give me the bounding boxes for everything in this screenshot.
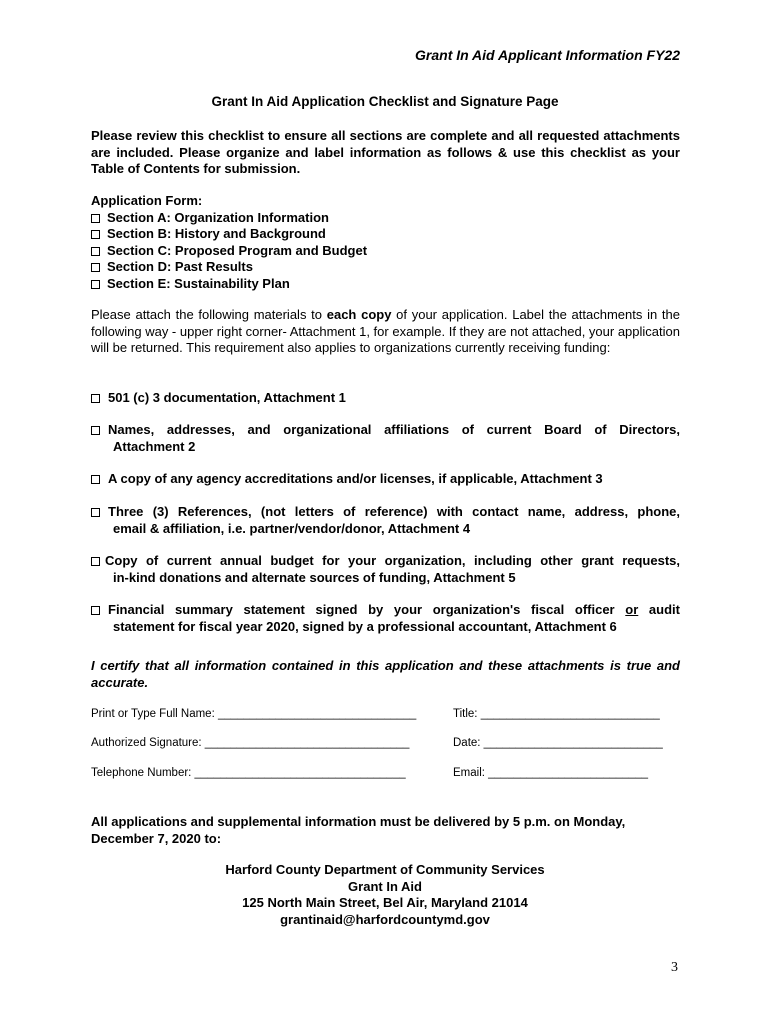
checkbox-icon[interactable] <box>91 557 100 566</box>
checkbox-icon[interactable] <box>91 214 100 223</box>
attachment-item-4: Three (3) References, (not letters of reference) with contact name, address, phone, email & affiliation, i.e. partner/vendor/donor, Attachment 4 <box>91 504 680 537</box>
attachment-item-5: Copy of current annual budget for your organization, including other grant requests, in-kind donations and alternate sources of funding, Attachment 5 <box>91 553 680 586</box>
title-field[interactable]: Title: ____________________________ <box>453 708 660 720</box>
checkbox-icon[interactable] <box>91 247 100 256</box>
authorized-signature-field[interactable]: Authorized Signature: ________________________________ <box>91 737 410 749</box>
application-form-heading: Application Form: <box>91 193 203 208</box>
date-field[interactable]: Date: ____________________________ <box>453 737 663 749</box>
application-form-list <box>91 193 680 292</box>
address-email[interactable]: grantinaid@harfordcountymd.gov <box>280 911 490 927</box>
mailing-address <box>0 862 770 928</box>
checkbox-icon[interactable] <box>91 394 100 403</box>
checkbox-icon[interactable] <box>91 230 100 239</box>
intro-paragraph: Please review this checklist to ensure all sections are complete and all requested attachments are included. Please organize and label information as follows & use this checklist as your Table of Contents for submission. <box>91 128 680 176</box>
checkbox-icon[interactable] <box>91 475 100 484</box>
certification-statement: I certify that all information contained in this application and these attachments is true and accurate. <box>91 658 680 690</box>
section-item: Section C: Proposed Program and Budget <box>91 243 680 260</box>
page-number: 3 <box>671 960 678 975</box>
section-item: Section A: Organization Information <box>91 210 680 227</box>
section-item: Section B: History and Background <box>91 226 680 243</box>
section-item: Section E: Sustainability Plan <box>91 276 680 293</box>
section-item: Section D: Past Results <box>91 259 680 276</box>
address-org: Harford County Department of Community Services <box>225 862 545 877</box>
checkbox-icon[interactable] <box>91 606 100 615</box>
attachment-item-6: Financial summary statement signed by your organization's fiscal officer or audit statement for fiscal year 2020, signed by a professional accountant, Attachment 6 <box>91 602 680 635</box>
delivery-deadline: All applications and supplemental information must be delivered by 5 p.m. on Monday, December 7, 2020 to: <box>91 814 626 846</box>
page-title: Grant In Aid Application Checklist and Signature Page <box>211 94 559 109</box>
address-program: Grant In Aid <box>348 878 422 894</box>
signature-row-name <box>91 708 691 720</box>
checkbox-icon[interactable] <box>91 508 100 517</box>
attachment-item-1: 501 (c) 3 documentation, Attachment 1 <box>91 390 680 407</box>
attachment-item-2: Names, addresses, and organizational affiliations of current Board of Directors, Attachment 2 <box>91 422 680 455</box>
email-field[interactable]: Email: _________________________ <box>453 767 649 779</box>
address-street: 125 North Main Street, Bel Air, Maryland 21014 <box>242 895 528 910</box>
attach-instructions: Please attach the following materials to each copy of your application. Label the attachments in the following way - upper right corner- Attachment 1, for example. If they are not attached, your application will be returned. This requirement also applies to organizations currently receiving funding: <box>91 307 680 355</box>
signature-row-signature <box>91 737 691 749</box>
attachment-item-3: A copy of any agency accreditations and/or licenses, if applicable, Attachment 3 <box>91 471 680 488</box>
checkbox-icon[interactable] <box>91 280 100 289</box>
signature-row-contact <box>91 767 691 779</box>
emphasis-each-copy: each copy <box>326 307 392 322</box>
running-header: Grant In Aid Applicant Information FY22 <box>415 47 680 63</box>
full-name-field[interactable]: Print or Type Full Name: _______________________________ <box>91 708 417 720</box>
telephone-field[interactable]: Telephone Number: _________________________________ <box>91 767 406 779</box>
checkbox-icon[interactable] <box>91 426 100 435</box>
checkbox-icon[interactable] <box>91 263 100 272</box>
